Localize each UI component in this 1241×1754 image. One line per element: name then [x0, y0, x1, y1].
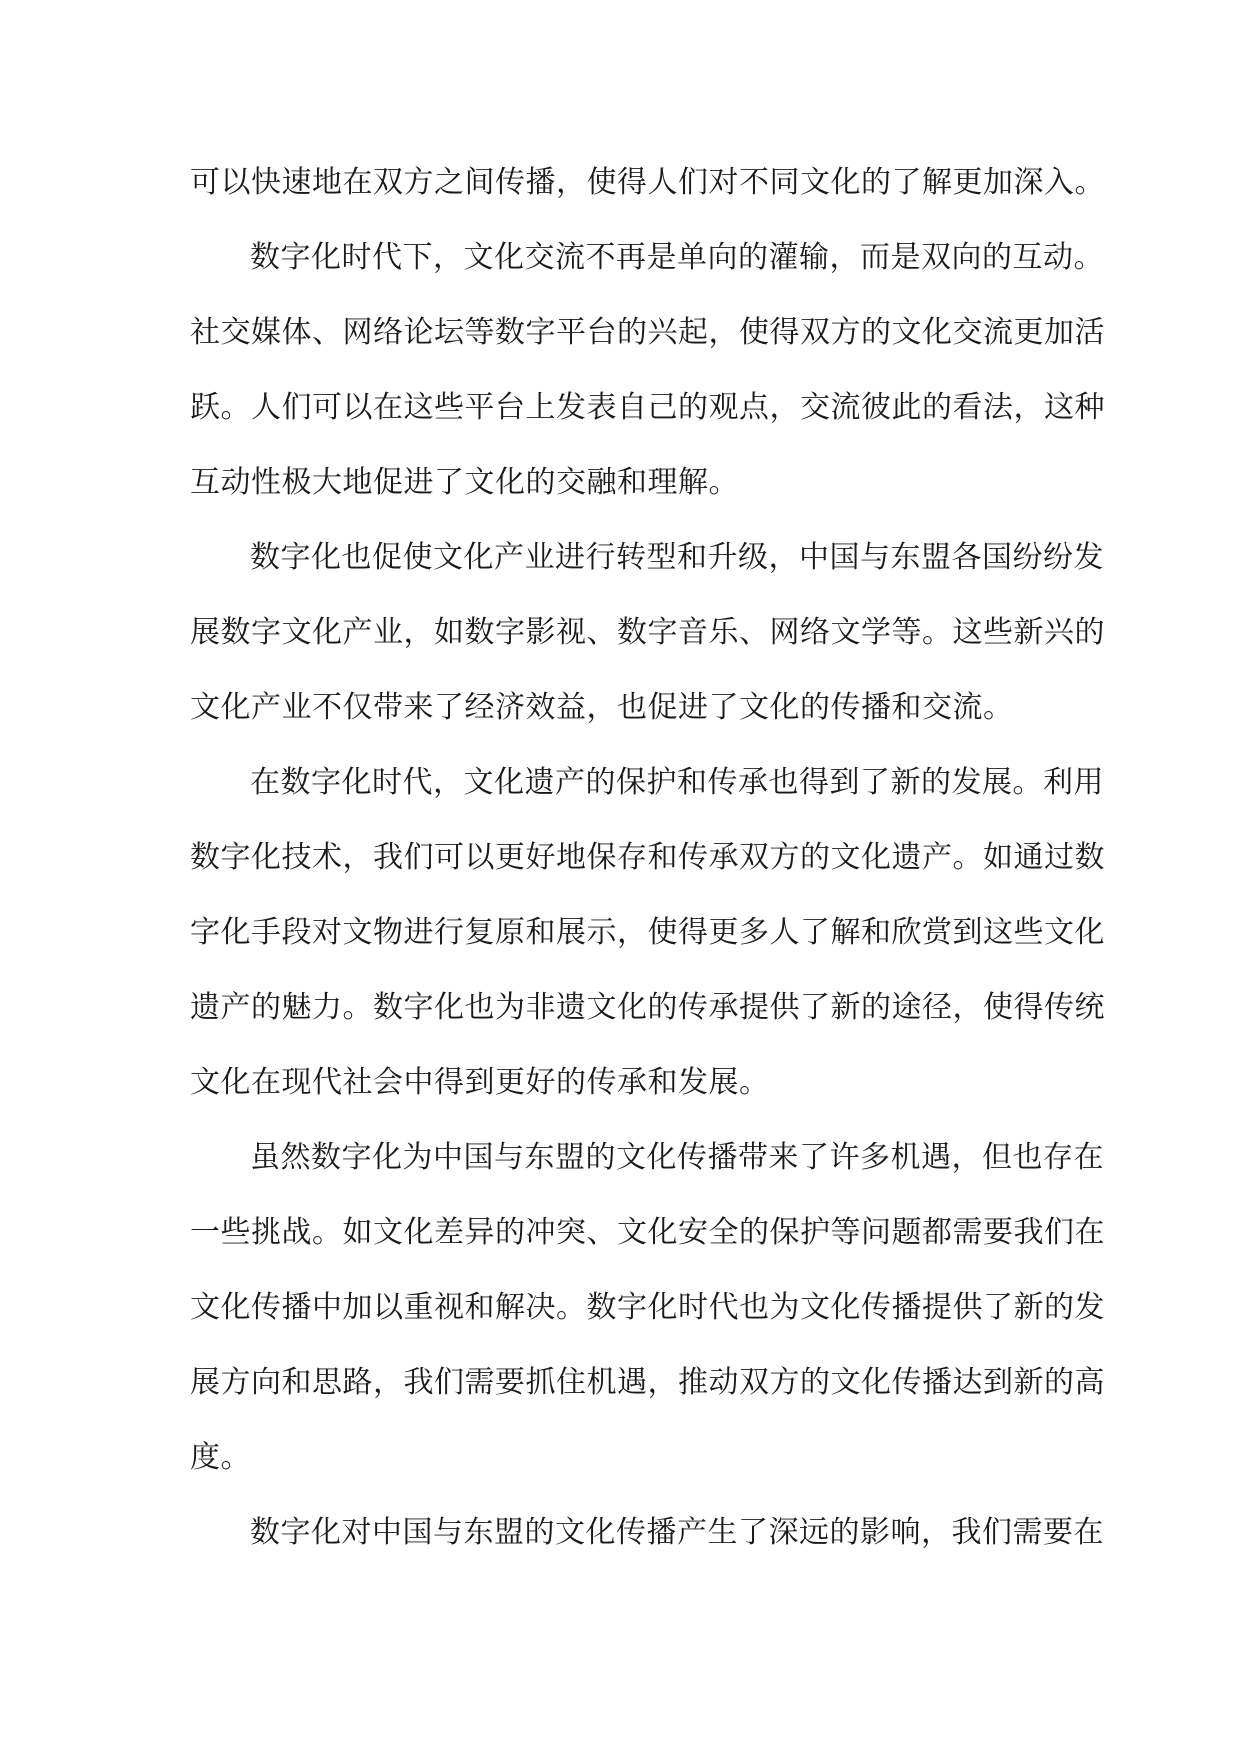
text-line: 文化在现代社会中得到更好的传承和发展。 [190, 1065, 770, 1100]
text-line: 字化手段对文物进行复原和展示，使得更多人了解和欣赏到这些文化 [190, 915, 1105, 950]
text-line: 文化产业不仅带来了经济效益，也促进了文化的传播和交流。 [190, 690, 1014, 725]
paragraph-first-line: 数字化时代下，文化交流不再是单向的灌输，而是双向的互动。 [250, 240, 1104, 275]
text-line: 可以快速地在双方之间传播，使得人们对不同文化的了解更加深入。 [190, 165, 1105, 200]
paragraph-first-line: 数字化也促使文化产业进行转型和升级，中国与东盟各国纷纷发 [250, 540, 1104, 575]
text-line: 社交媒体、网络论坛等数字平台的兴起，使得双方的文化交流更加活 [190, 315, 1105, 350]
paragraph-first-line: 数字化对中国与东盟的文化传播产生了深远的影响，我们需要在 [250, 1515, 1104, 1550]
paragraph-first-line: 虽然数字化为中国与东盟的文化传播带来了许多机遇，但也存在 [250, 1140, 1104, 1175]
text-line: 互动性极大地促进了文化的交融和理解。 [190, 465, 739, 500]
text-line: 一些挑战。如文化差异的冲突、文化安全的保护等问题都需要我们在 [190, 1215, 1105, 1250]
text-line: 度。 [190, 1440, 251, 1475]
text-line: 数字化技术，我们可以更好地保存和传承双方的文化遗产。如通过数 [190, 840, 1105, 875]
text-line: 遗产的魅力。数字化也为非遗文化的传承提供了新的途径，使得传统 [190, 990, 1105, 1025]
body-text [190, 145, 1105, 1570]
paragraph-first-line: 在数字化时代，文化遗产的保护和传承也得到了新的发展。利用 [250, 765, 1104, 800]
text-line: 文化传播中加以重视和解决。数字化时代也为文化传播提供了新的发 [190, 1290, 1105, 1325]
text-line: 展数字文化产业，如数字影视、数字音乐、网络文学等。这些新兴的 [190, 615, 1105, 650]
text-line: 展方向和思路，我们需要抓住机遇，推动双方的文化传播达到新的高 [190, 1365, 1105, 1400]
text-line: 跃。人们可以在这些平台上发表自己的观点，交流彼此的看法，这种 [190, 390, 1105, 425]
